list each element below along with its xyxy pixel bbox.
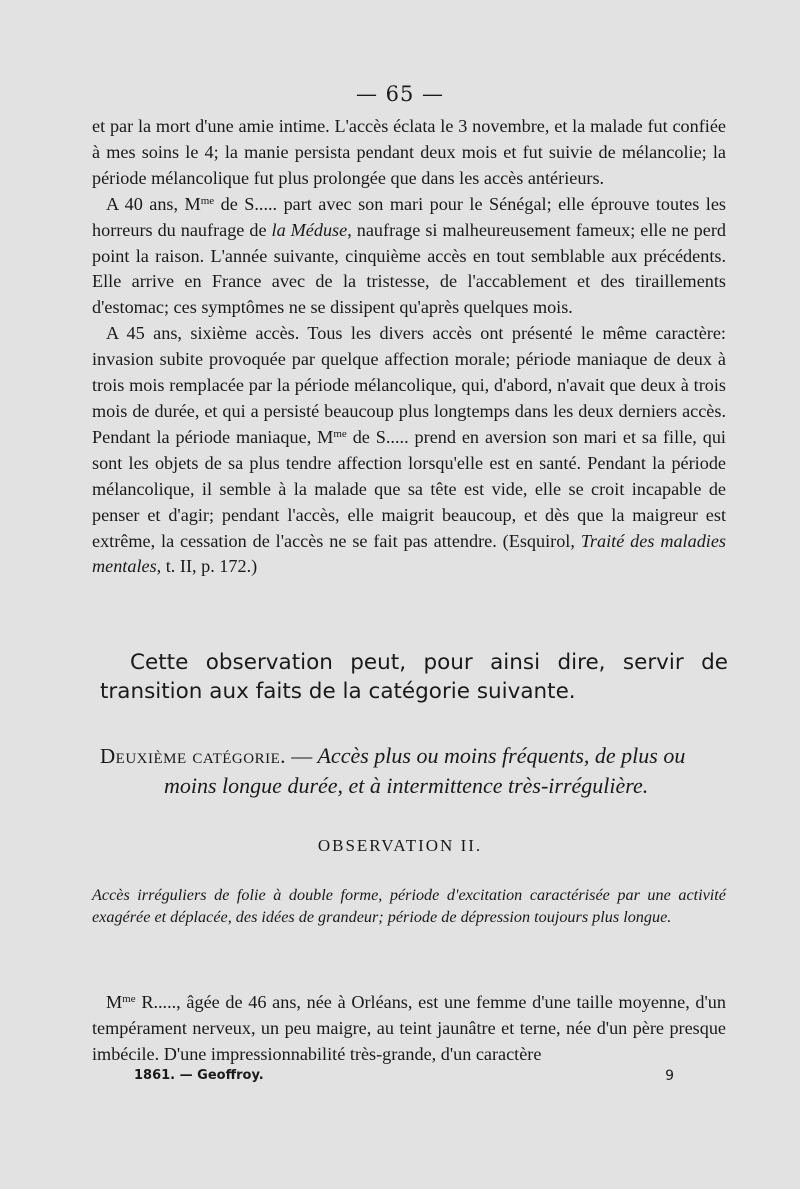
category-title-line2: moins longue durée, et à intermittence très-irrégulière.	[164, 773, 649, 798]
observation-title: OBSERVATION II.	[317, 836, 483, 855]
body-text-top	[92, 114, 726, 580]
observation-summary: Accès irréguliers de folie à double forme, période d'excitation caractérisée par une activité exagérée et déplacée, des idées de grandeur; période de dépression toujours plus longue.	[92, 886, 726, 926]
page-number: — 65 —	[355, 82, 445, 106]
body-text-bottom	[92, 990, 726, 1068]
category-label: Deuxième catégorie.	[100, 744, 286, 768]
paragraph-4: $M^{me}$ R....., âgée de 46 ans, née à Orléans, est une femme d'une taille moyenne, d'un tempérament nerveux, un peu maigre, au teint jaunâtre et terne, née d'un père presque imbécile. D'une impressionnabilité très-grande, d'un caractère	[92, 992, 726, 1064]
paragraph-2: A 40 ans, $M^{me}$ de S..... part avec son mari pour le Sénégal; elle éprouve toutes les horreurs du naufrage de la Méduse, naufrage si malheureusement fameux; elle ne perd point la raison. L'année suivante, cinquième accès en tout semblable aux précédents. Elle arrive en France avec de la tristesse, de l'accablement et des tiraillements d'estomac; ces symptômes ne se dissipent qu'après quelques mois.	[92, 193, 726, 318]
paragraph-3: A 45 ans, sixième accès. Tous les divers accès ont présenté le même caractère: invasion subite provoquée par quelque affection morale; période maniaque de deux à trois mois remplacée par la période mélancolique, qui, d'abord, n'avait que deux à trois mois de durée, et qui a persisté beaucoup plus longtemps dans les deux derniers accès. Pendant la période maniaque, $M^{me}$ de S..... prend en aversion son mari et sa fille, qui sont les objets de sa plus tendre affection lorsqu'elle est en santé. Pendant la période mélancolique, il semble à la malade que sa tête est vide, elle se croit incapable de penser et d'agir; pendant l'accès, elle maigrit beaucoup, et dès que la maigreur est extrême, la cessation de l'accès ne se fait pas attendre. (Esquirol, Traité des maladies mentales, t. II, p. 172.)	[92, 323, 726, 577]
category-heading: Deuxième catégorie. — Accès plus ou moins fréquents, de plus ou moins longue durée, et à intermittence très-irrégulière.	[100, 741, 730, 801]
footer-publication: 1861. — Geoffroy.	[134, 1068, 264, 1083]
page-footer	[134, 1068, 674, 1084]
paragraph-1: et par la mort d'une amie intime. L'accès éclata le 3 novembre, et la malade fut confiée à mes soins le 4; la manie persista pendant deux mois et fut suivie de mélancolie; la période mélancolique fut plus prolongée que dans les accès antérieurs.	[92, 116, 726, 188]
category-title-line1: Accès plus ou moins fréquents, de plus ou	[317, 743, 686, 768]
footer-signature-mark: 9	[665, 1068, 674, 1084]
transition-sentence: Cette observation peut, pour ainsi dire, servir de transition aux faits de la catégorie suivante.	[100, 650, 728, 704]
